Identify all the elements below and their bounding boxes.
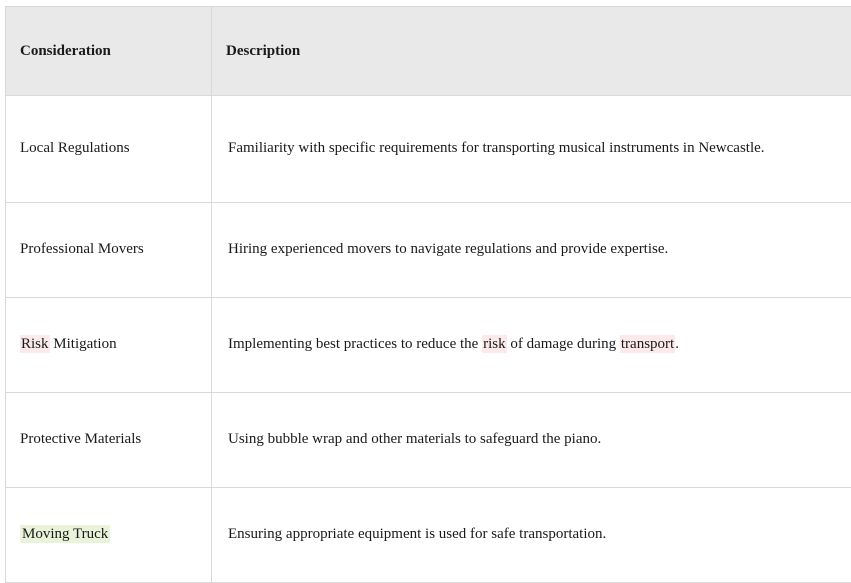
cell-consideration xyxy=(6,298,212,393)
table-row xyxy=(6,298,851,393)
highlight-moving-truck: Moving Truck xyxy=(20,525,110,543)
cell-description-text-2: of damage during xyxy=(507,336,620,352)
cell-description: Ensuring appropriate equipment is used for safe transportation. xyxy=(212,488,851,583)
table-body xyxy=(6,96,851,583)
cell-consideration: Local Regulations xyxy=(6,96,212,203)
table-header xyxy=(6,7,851,96)
cell-description: Familiarity with specific requirements for transporting musical instruments in Newcastle. xyxy=(212,96,851,203)
table-row xyxy=(6,488,851,583)
considerations-table xyxy=(5,6,851,583)
table-header-row xyxy=(6,7,851,96)
cell-description: Using bubble wrap and other materials to safeguard the piano. xyxy=(212,393,851,488)
column-header-description: Description xyxy=(212,7,851,96)
highlight-transport-inline: transport xyxy=(620,335,675,353)
highlight-risk: Risk xyxy=(20,335,50,353)
cell-consideration: Protective Materials xyxy=(6,393,212,488)
cell-consideration: Professional Movers xyxy=(6,203,212,298)
highlight-risk-inline: risk xyxy=(482,335,507,353)
table-row xyxy=(6,393,851,488)
cell-description-text-3: . xyxy=(675,336,679,352)
table-container xyxy=(5,6,845,583)
column-header-consideration: Consideration xyxy=(6,7,212,96)
cell-description-text-1: Implementing best practices to reduce the xyxy=(228,336,482,352)
table-row xyxy=(6,96,851,203)
cell-consideration xyxy=(6,488,212,583)
cell-description xyxy=(212,298,851,393)
cell-consideration-text: Mitigation xyxy=(50,336,117,352)
cell-description: Hiring experienced movers to navigate regulations and provide expertise. xyxy=(212,203,851,298)
table-row xyxy=(6,203,851,298)
